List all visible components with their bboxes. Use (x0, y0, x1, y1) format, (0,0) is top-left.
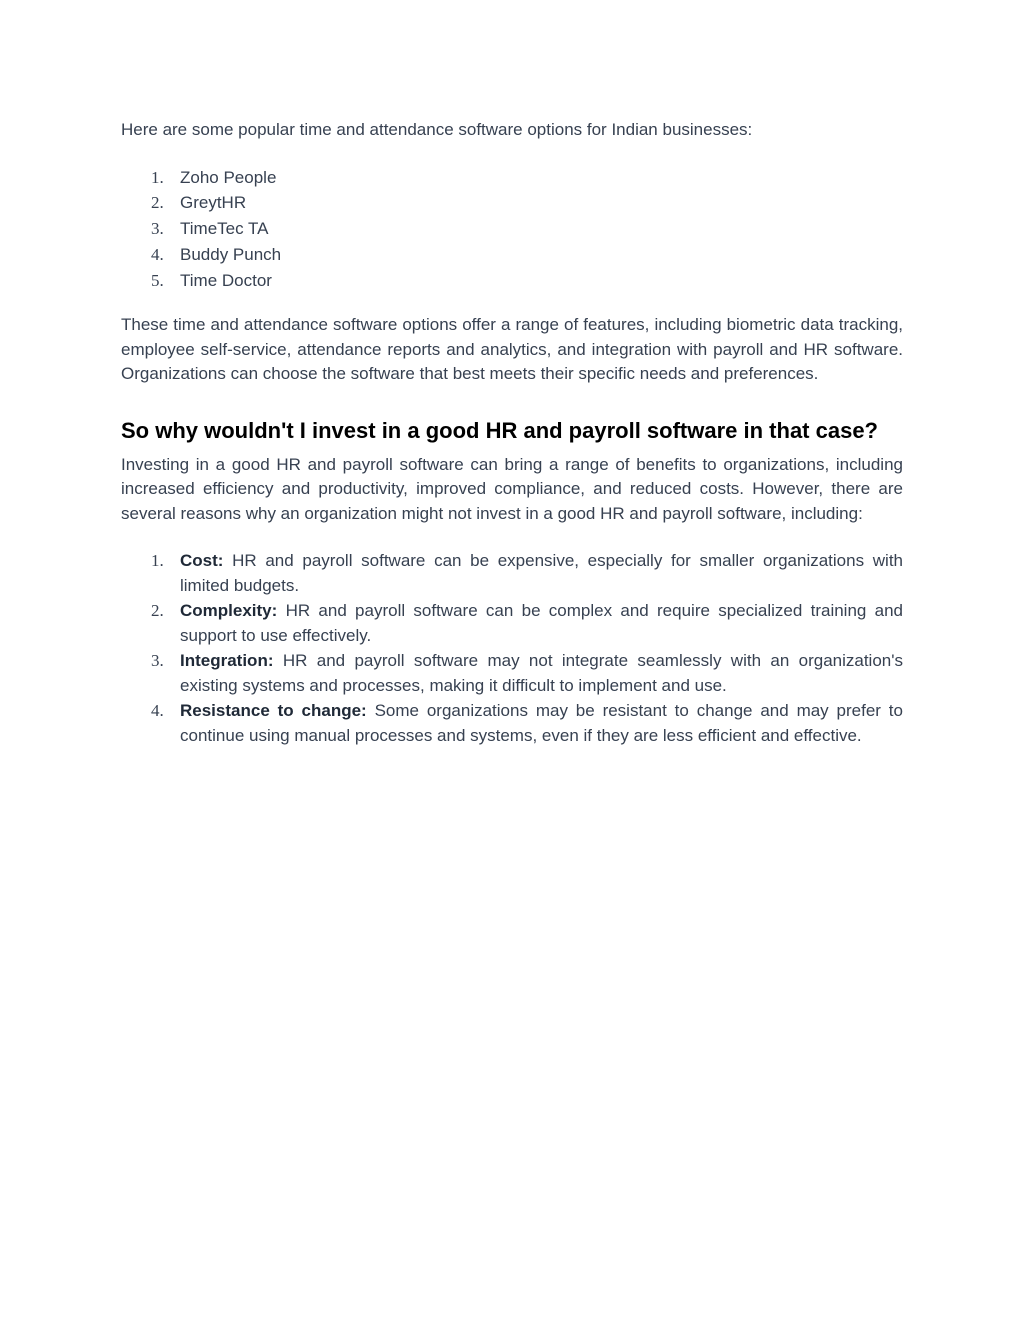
list-item (121, 648, 903, 698)
list-marker: 2. (151, 601, 164, 621)
list-item-text: Zoho People (180, 167, 277, 187)
investing-paragraph: Investing in a good HR and payroll software can bring a range of benefits to organizations, including increased efficiency and productivity, improved compliance, and reduced costs. However, there are several reasons why an organization might not invest in a good HR and payroll software, including: (121, 454, 903, 523)
reason-text: Some organizations may be resistant to change and may prefer to continue using manual processes and systems, even if they are less efficient and effective. (180, 701, 903, 746)
list-item-text: Time Doctor (180, 270, 272, 290)
list-item (121, 548, 903, 598)
reason-term: Resistance to change: (180, 701, 367, 721)
list-marker: 3. (151, 219, 164, 239)
list-item-text: Buddy Punch (180, 244, 282, 264)
document-page (121, 118, 903, 748)
list-item (121, 216, 903, 242)
reason-text: HR and payroll software can be expensive, especially for smaller organizations with limited budgets. (180, 551, 903, 596)
reason-term: Cost: (180, 551, 224, 571)
features-paragraph: These time and attendance software options offer a range of features, including biometric data tracking, employee self-service, attendance reports and analytics, and integration with payroll and HR software. Organizations can choose the software that best meets their specific needs and preferences. (121, 315, 903, 384)
list-marker: 1. (151, 167, 164, 187)
software-options-list (121, 165, 903, 294)
list-marker: 5. (151, 270, 164, 290)
list-item (121, 242, 903, 268)
reason-text: HR and payroll software can be complex and require specialized training and support to use effectively. (180, 601, 903, 646)
list-item-text: GreytHR (180, 193, 247, 213)
intro-text: Here are some popular time and attendance software options for Indian businesses: (121, 120, 753, 139)
list-item (121, 268, 903, 294)
reason-text: HR and payroll software may not integrate seamlessly with an organization's existing systems and processes, making it difficult to implement and use. (180, 651, 903, 696)
reasons-list (121, 548, 903, 748)
list-marker: 1. (151, 551, 164, 571)
list-item (121, 698, 903, 748)
list-marker: 3. (151, 651, 164, 671)
reason-term: Complexity: (180, 601, 278, 621)
list-marker: 2. (151, 193, 164, 213)
list-marker: 4. (151, 244, 164, 264)
list-item (121, 165, 903, 191)
list-item (121, 598, 903, 648)
list-item (121, 190, 903, 216)
section-heading: So why wouldn't I invest in a good HR and payroll software in that case? (121, 417, 878, 443)
reason-term: Integration: (180, 651, 274, 671)
list-item-text: TimeTec TA (180, 219, 269, 239)
list-marker: 4. (151, 701, 164, 721)
